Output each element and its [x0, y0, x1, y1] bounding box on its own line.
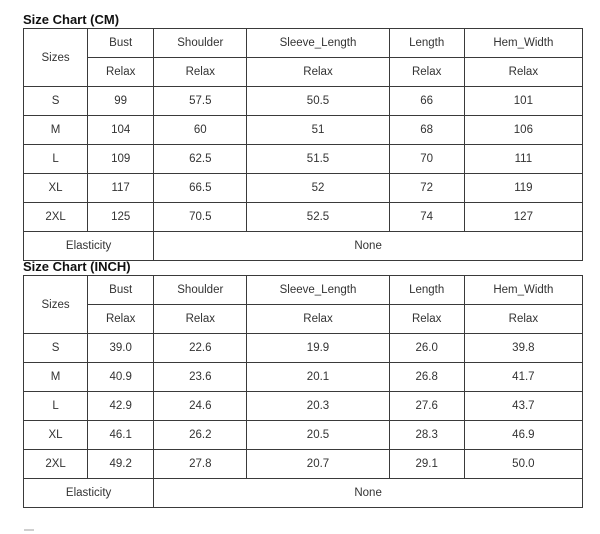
value-cell: 39.8 — [464, 334, 582, 363]
table-row — [24, 334, 583, 363]
table-row — [24, 145, 583, 174]
column-header-shoulder: Shoulder — [154, 29, 247, 58]
value-cell: 49.2 — [88, 450, 154, 479]
header-row — [24, 276, 583, 305]
size-label: L — [24, 145, 88, 174]
value-cell: 111 — [464, 145, 582, 174]
elasticity-row — [24, 232, 583, 261]
value-cell: 20.7 — [247, 450, 389, 479]
table-row — [24, 421, 583, 450]
column-header-sleeve-length: Sleeve_Length — [247, 276, 389, 305]
size-label: 2XL — [24, 450, 88, 479]
value-cell: 26.2 — [154, 421, 247, 450]
fit-row — [24, 58, 583, 87]
elasticity-label: Elasticity — [24, 479, 154, 508]
size-label: XL — [24, 421, 88, 450]
column-header-hem-width: Hem_Width — [464, 29, 582, 58]
elasticity-value: None — [154, 232, 583, 261]
size-label: XL — [24, 174, 88, 203]
size-chart-cm-table — [23, 28, 583, 261]
column-header-length: Length — [389, 29, 464, 58]
value-cell: 20.1 — [247, 363, 389, 392]
table-row — [24, 363, 583, 392]
value-cell: 101 — [464, 87, 582, 116]
size-label: L — [24, 392, 88, 421]
header-row — [24, 29, 583, 58]
value-cell: 106 — [464, 116, 582, 145]
table-row — [24, 87, 583, 116]
column-header-bust: Bust — [88, 276, 154, 305]
size-chart-inch-title: Size Chart (INCH) — [23, 259, 131, 274]
table-row — [24, 392, 583, 421]
table-row — [24, 116, 583, 145]
column-header-bust: Bust — [88, 29, 154, 58]
fit-row — [24, 305, 583, 334]
value-cell: 26.8 — [389, 363, 464, 392]
value-cell: 109 — [88, 145, 154, 174]
size-label: 2XL — [24, 203, 88, 232]
fit-cell: Relax — [464, 58, 582, 87]
elasticity-value: None — [154, 479, 583, 508]
value-cell: 68 — [389, 116, 464, 145]
elasticity-row — [24, 479, 583, 508]
value-cell: 20.5 — [247, 421, 389, 450]
table-row — [24, 174, 583, 203]
value-cell: 70.5 — [154, 203, 247, 232]
size-label: M — [24, 116, 88, 145]
value-cell: 50.0 — [464, 450, 582, 479]
fit-cell: Relax — [154, 58, 247, 87]
size-chart-inch-table — [23, 275, 583, 508]
value-cell: 50.5 — [247, 87, 389, 116]
value-cell: 23.6 — [154, 363, 247, 392]
fit-cell: Relax — [88, 305, 154, 334]
fit-cell: Relax — [389, 58, 464, 87]
value-cell: 43.7 — [464, 392, 582, 421]
column-header-hem-width: Hem_Width — [464, 276, 582, 305]
value-cell: 66 — [389, 87, 464, 116]
value-cell: 24.6 — [154, 392, 247, 421]
value-cell: 127 — [464, 203, 582, 232]
value-cell: 46.1 — [88, 421, 154, 450]
fit-cell: Relax — [154, 305, 247, 334]
value-cell: 99 — [88, 87, 154, 116]
value-cell: 117 — [88, 174, 154, 203]
fit-cell: Relax — [247, 58, 389, 87]
value-cell: 22.6 — [154, 334, 247, 363]
value-cell: 52.5 — [247, 203, 389, 232]
value-cell: 51 — [247, 116, 389, 145]
value-cell: 40.9 — [88, 363, 154, 392]
column-header-length: Length — [389, 276, 464, 305]
value-cell: 57.5 — [154, 87, 247, 116]
fit-cell: Relax — [88, 58, 154, 87]
value-cell: 125 — [88, 203, 154, 232]
value-cell: 62.5 — [154, 145, 247, 174]
value-cell: 72 — [389, 174, 464, 203]
fit-cell: Relax — [464, 305, 582, 334]
size-label: S — [24, 87, 88, 116]
value-cell: 27.8 — [154, 450, 247, 479]
value-cell: 26.0 — [389, 334, 464, 363]
column-header-shoulder: Shoulder — [154, 276, 247, 305]
value-cell: 70 — [389, 145, 464, 174]
table-row — [24, 203, 583, 232]
value-cell: 29.1 — [389, 450, 464, 479]
size-chart-cm-title: Size Chart (CM) — [23, 12, 120, 27]
sizes-header: Sizes — [24, 276, 88, 334]
page-edge-mark — [24, 529, 34, 531]
value-cell: 119 — [464, 174, 582, 203]
value-cell: 60 — [154, 116, 247, 145]
value-cell: 52 — [247, 174, 389, 203]
sizes-header: Sizes — [24, 29, 88, 87]
size-label: S — [24, 334, 88, 363]
value-cell: 104 — [88, 116, 154, 145]
value-cell: 66.5 — [154, 174, 247, 203]
value-cell: 42.9 — [88, 392, 154, 421]
value-cell: 28.3 — [389, 421, 464, 450]
fit-cell: Relax — [389, 305, 464, 334]
fit-cell: Relax — [247, 305, 389, 334]
value-cell: 27.6 — [389, 392, 464, 421]
value-cell: 46.9 — [464, 421, 582, 450]
value-cell: 39.0 — [88, 334, 154, 363]
value-cell: 74 — [389, 203, 464, 232]
value-cell: 51.5 — [247, 145, 389, 174]
size-label: M — [24, 363, 88, 392]
column-header-sleeve-length: Sleeve_Length — [247, 29, 389, 58]
value-cell: 20.3 — [247, 392, 389, 421]
value-cell: 19.9 — [247, 334, 389, 363]
table-row — [24, 450, 583, 479]
elasticity-label: Elasticity — [24, 232, 154, 261]
value-cell: 41.7 — [464, 363, 582, 392]
